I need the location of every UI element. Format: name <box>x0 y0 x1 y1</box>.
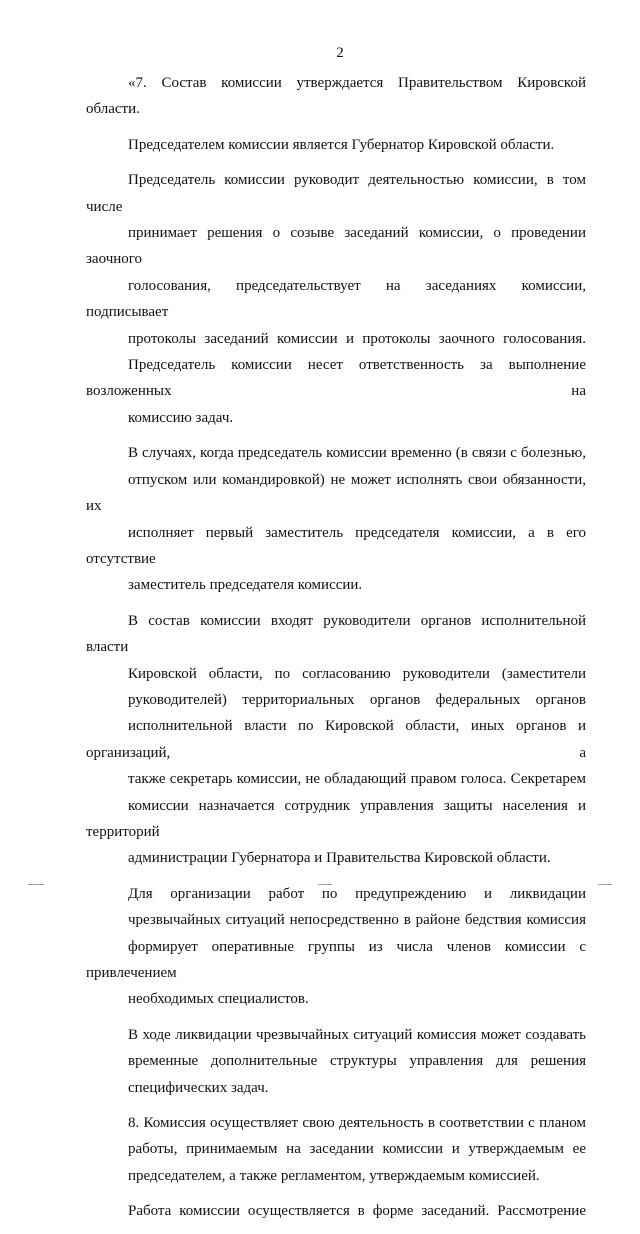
paragraph-work-plan <box>86 1110 586 1189</box>
paragraph-chairman-duties <box>86 167 586 431</box>
scan-mark <box>28 884 44 885</box>
text-line: исполняет первый заместитель председателя комиссии, а в его отсутствие <box>86 524 586 567</box>
scan-mark <box>598 884 612 885</box>
paragraph-temporary-structures <box>86 1022 586 1101</box>
text-line: председателем, а также регламентом, утверждаемым комиссией. <box>128 1167 540 1184</box>
paragraph-operational-groups <box>86 881 586 1013</box>
text-line: принимает решения о созыве заседаний комиссии, о проведении заочного <box>86 225 586 268</box>
text-line: 8. Комиссия осуществляет свою деятельность в соответствии с планом <box>128 1115 586 1132</box>
paragraph-chairman <box>86 132 586 158</box>
text-line: голосования, председательствует на заседаниях комиссии, подписывает <box>86 277 586 321</box>
text-line: комиссии назначается сотрудник управления защиты населения и территорий <box>86 797 586 840</box>
text-line: исполнительной власти по Кировской области, иных органов и организаций, а <box>86 718 586 761</box>
text-line: В состав комиссии входят руководители органов исполнительной власти <box>86 612 586 656</box>
text-line: Председатель комиссии несет ответственность за выполнение возложенных на <box>86 357 586 400</box>
text-line: руководителей) территориальных органов федеральных органов <box>128 691 586 708</box>
text-line: заместитель председателя комиссии. <box>128 577 363 594</box>
text-line: чрезвычайных ситуаций непосредственно в районе бедствия комиссия <box>128 912 586 929</box>
paragraph-deputy <box>86 440 586 598</box>
text-line: Председателем комиссии является Губернатор Кировской области. <box>128 136 555 153</box>
text-line: Работа комиссии осуществляется в форме заседаний. Рассмотрение <box>128 1203 586 1220</box>
text-line: комиссию задач. <box>128 409 234 426</box>
text-line: специфических задач. <box>128 1079 269 1096</box>
text-line: отпуском или командировкой) не может исполнять свои обязанности, их <box>86 471 586 515</box>
text-line: В ходе ликвидации чрезвычайных ситуаций комиссия может создавать <box>128 1026 586 1043</box>
text-line: Председатель комиссии руководит деятельностью комиссии, в том числе <box>86 172 586 215</box>
paragraph-composition <box>86 70 586 123</box>
paragraph-meetings <box>86 1198 586 1224</box>
text-line: «7. Состав комиссии утверждается Правительством Кировской области. <box>86 75 586 118</box>
text-line: временные дополнительные структуры управления для решения <box>128 1053 586 1070</box>
text-line: работы, принимаемым на заседании комиссии и утверждаемым ее <box>128 1141 586 1158</box>
text-line: администрации Губернатора и Правительства Кировской области. <box>128 850 551 867</box>
text-line: формирует оперативные группы из числа членов комиссии с привлечением <box>86 938 586 981</box>
text-line: Для организации работ по предупреждению и ликвидации <box>128 885 586 902</box>
text-line: протоколы заседаний комиссии и протоколы заочного голосования. <box>128 330 586 347</box>
paragraph-members <box>86 608 586 872</box>
text-line: также секретарь комиссии, не обладающий правом голоса. Секретарем <box>128 771 586 788</box>
text-line: необходимых специалистов. <box>128 991 309 1008</box>
text-line: Кировской области, по согласованию руководители (заместители <box>128 665 586 682</box>
page-number: 2 <box>336 45 344 61</box>
document-body <box>86 70 586 1234</box>
scan-mark <box>318 884 332 885</box>
text-line: В случаях, когда председатель комиссии временно (в связи с болезнью, <box>128 445 586 462</box>
